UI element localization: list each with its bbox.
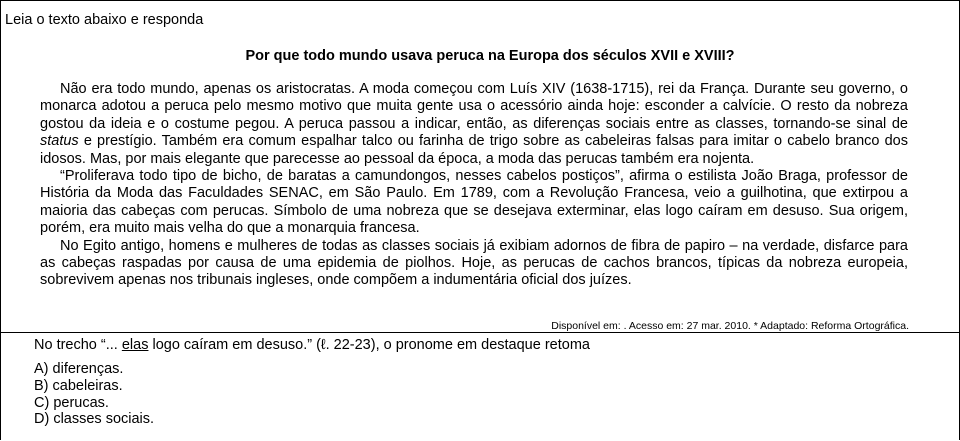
text-title: Por que todo mundo usava peruca na Europa dos séculos XVII e XVIII? xyxy=(245,48,735,64)
paragraph-2: “Proliferava todo tipo de bicho, de baratas a camundongos, nesses cabelos postiços”, afirma o estilista João Braga, professor de História da Moda das Faculdades SENAC, em São Paulo. Em 1789, com a Revolução Francesa, veio a guilhotina, que extirpou a maioria das cabeças com perucas. Símbolo de uma nobreza que se desejava exterminar, elas logo caíram em desuso. Sua origem, porém, era muito mais velha do que a monarquia francesa. xyxy=(40,168,908,237)
option-b[interactable]: B) cabeleiras. xyxy=(34,377,123,394)
answer-options xyxy=(34,361,154,428)
option-d[interactable]: D) classes sociais. xyxy=(34,411,155,428)
question-suffix: logo caíram em desuso.” (ℓ. 22-23), o pronome em destaque retoma xyxy=(148,337,590,353)
question-prefix: No trecho “... xyxy=(34,337,122,353)
paragraph-3: No Egito antigo, homens e mulheres de todas as classes sociais já exibiam adornos de fibra de papiro – na verdade, disfarce para as cabeças raspadas por causa de uma epidemia de piolhos. Hoje, as perucas de cachos brancos, típicas da nobreza europeia, sobrevivem apenas nos tribunais ingleses, onde compõem a indumentária oficial dos juízes. xyxy=(40,237,908,289)
source-citation: Disponível em: . Acesso em: 27 mar. 2010. * Adaptado: Reforma Ortográfica. xyxy=(551,320,909,332)
reading-text xyxy=(40,81,908,290)
italic-status-word: status xyxy=(40,133,79,150)
section-divider xyxy=(0,332,960,333)
option-c[interactable]: C) perucas. xyxy=(34,394,109,411)
question-prompt xyxy=(34,336,590,354)
paragraph-1-end: e prestígio. Também era comum espalhar talco ou farinha de trigo sobre as cabeleiras falsas para imitar o cabelo branco dos idosos. Mas, por mais elegante que parecesse ao pessoal da época, a moda das perucas também era nojenta. xyxy=(40,133,908,167)
paragraph-1-start: Não era todo mundo, apenas os aristocratas. A moda começou com Luís XIV (1638-1715), rei da França. Durante seu governo, o monarca adotou a peruca pelo mesmo motivo que muita gente usa o acessório ainda hoje: esconder a calvície. O resto da nobreza gostou da ideia e o costume pegou. A peruca passou a indicar, então, as diferenças sociais entre as classes, tornando-se sinal de xyxy=(40,81,908,132)
instruction-text: Leia o texto abaixo e responda xyxy=(5,12,204,28)
option-a[interactable]: A) diferenças. xyxy=(34,361,124,377)
paragraph-1 xyxy=(40,81,908,168)
highlighted-pronoun: elas xyxy=(121,337,149,353)
